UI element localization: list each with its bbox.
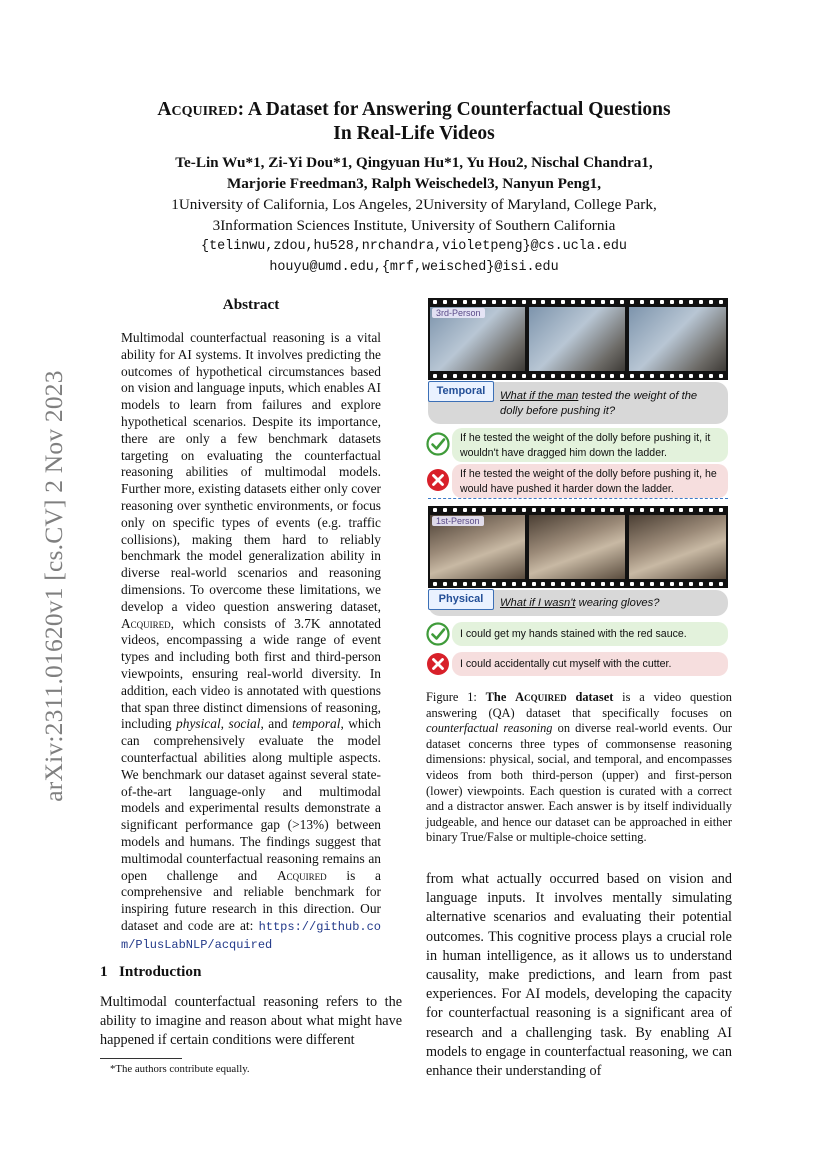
- caption-italic: counterfactual reasoning: [426, 721, 553, 736]
- body-text-right: from what actually occurred based on vision and language inputs. It involves mentally simulating alternative scenarios and evaluating their potential outcomes. This cognitive process plays a crucial role in human intelligence, as it allows us to understand causality, make predictions, and learn from past experiences. For AI models, developing the capacity for counterfactual reasoning is a significant area of research and a challenging task. By enabling AI models to engage in counterfactual reasoning, we can enhance their understanding of: [426, 871, 732, 1080]
- video-frame-5: [529, 515, 625, 579]
- abstract-social: social: [228, 716, 261, 732]
- affiliations: [0, 194, 828, 278]
- intro-heading-num: 1: [100, 963, 108, 980]
- viewpoint-tag-first: 1st-Person: [432, 516, 484, 526]
- abstract-part1: Multimodal counterfactual reasoning is a vital ability for AI systems. It involves predicting the outcomes of hypothetical circumstances based on vision and language inputs, which enables AI models to learn from failures and explore hypothetical scenarios. Despite its importance, there are only a few benchmark datasets targeting on evaluating the counterfactual reasoning abilities of multimodal models. Further more, existing datasets either only cover reasoning over synthetic environments, or focus only on specific types of events (e.g. traffic collisions), making them hard to reliably benchmark the model generalization ability in diverse real-world scenarios and reasoning dimensions. To overcome these limitations, we develop a video question answering dataset,: [121, 330, 381, 614]
- title-line2: In Real-Life Videos: [333, 123, 495, 144]
- label-temporal: Temporal: [428, 381, 494, 402]
- x-circle-icon: [426, 468, 450, 492]
- caption-dataset-name: Acquired: [515, 690, 567, 704]
- arxiv-stamp-text: arXiv:2311.01620v1 [cs.CV] 2 Nov 2023: [39, 370, 68, 802]
- arxiv-stamp: [34, 316, 74, 856]
- question-temporal-underlined: What if the man: [500, 390, 579, 402]
- question-temporal-rest: tested the weight of the dolly before pushing it?: [500, 390, 698, 417]
- question-physical-underlined: What if I wasn't: [500, 597, 576, 609]
- video-frame-2: [529, 307, 625, 371]
- answer-distractor-physical: I could accidentally cut myself with the cutter.: [452, 652, 728, 676]
- video-frame-3: [629, 307, 726, 371]
- paper-title: [0, 98, 828, 146]
- caption-prefix: Figure 1:: [426, 690, 486, 704]
- intro-text: Multimodal counterfactual reasoning refers to the ability to imagine and reason about what might have happened if certain conditions were different: [100, 994, 402, 1049]
- abstract-part2: , which consists of 3.7K annotated videos, encompassing a wide range of event types and including both first and third-person viewpoints, ensuring real-world diversity. In addition, each video is annotated with questions that span three distinct dimensions of reasoning, including: [121, 615, 381, 732]
- caption-text1: is a video question answering (QA) dataset that specifically focuses on: [426, 690, 732, 720]
- footnote-rule: [100, 1058, 182, 1059]
- caption-bold1: The: [485, 690, 516, 704]
- answer-distractor-temporal: If he tested the weight of the dolly before pushing it, he would have pushed it harder down the ladder.: [452, 464, 728, 498]
- intro-heading-text: Introduction: [118, 963, 202, 980]
- question-physical-rest: wearing gloves?: [575, 597, 660, 609]
- label-physical: Physical: [428, 589, 494, 610]
- abstract-part3: , which can comprehensively evaluate the model counterfactual abilities along multiple aspects. We benchmark our dataset against several state-of-the-art language-only and multimodal models and experimental results demonstrate a significant performance gap (>13%) between models and humans. The findings suggest that multimodal counterfactual reasoning remains an open challenge and: [121, 716, 381, 883]
- abstract-temporal: temporal: [292, 716, 341, 732]
- affiliation-line2: 3Information Sciences Institute, University of Southern California: [212, 217, 616, 234]
- video-frame-6: [629, 515, 726, 579]
- check-circle-icon: [426, 432, 450, 456]
- answer-correct-temporal: If he tested the weight of the dolly before pushing it, it wouldn't have dragged him down the ladder.: [452, 428, 728, 462]
- answer-correct-physical: I could get my hands stained with the red sauce.: [452, 622, 728, 646]
- abstract-dataset-name-2: Acquired: [276, 867, 327, 883]
- email-line1: {telinwu,zdou,hu528,nrchandra,violetpeng}@cs.ucla.edu: [201, 239, 627, 254]
- email-line2: houyu@umd.edu,{mrf,weisched}@isi.edu: [269, 260, 559, 275]
- filmstrip-first-person: [428, 506, 728, 588]
- viewpoint-tag-third: 3rd-Person: [432, 308, 485, 318]
- abstract-dataset-name: Acquired: [121, 615, 171, 631]
- abstract-text: [121, 330, 381, 953]
- figure-caption: [426, 690, 732, 846]
- x-circle-icon: [426, 652, 450, 676]
- abstract-comma1: ,: [220, 716, 229, 732]
- caption-text2: on diverse real-world events. Our dataset concerns three types of commonsense reasoning dimensions: physical, social, and temporal, and encompasses videos from both third-person (upper) and first-person (lower) viewpoints. Each question is curated with a correct and a distractor answer. Each answer is by itself individually judgeable, and hence our dataset can be approached in either binary True/False or multiple-choice setting.: [426, 721, 732, 845]
- code-link[interactable]: https://github.com/PlusLabNLP/acquired: [121, 919, 381, 952]
- figure-divider: [428, 498, 728, 499]
- filmstrip-third-person: [428, 298, 728, 380]
- check-circle-icon: [426, 622, 450, 646]
- authors-line2: Marjorie Freedman3, Ralph Weischedel3, Nanyun Peng1,: [226, 175, 602, 192]
- abstract-part4: is a comprehensive and reliable benchmark for inspiring future research in this direction. Our dataset and code are at:: [121, 867, 381, 933]
- abstract-comma2: , and: [260, 716, 293, 732]
- author-list: [0, 152, 828, 194]
- caption-bold2: dataset: [566, 690, 614, 704]
- title-line1: : A Dataset for Answering Counterfactual Questions: [237, 99, 671, 120]
- authors-line1: Te-Lin Wu*1, Zi-Yi Dou*1, Qingyuan Hu*1, Yu Hou2, Nischal Chandra1,: [175, 154, 653, 171]
- affiliation-line1: 1University of California, Los Angeles, 2University of Maryland, College Park,: [171, 196, 657, 213]
- title-dataset-name: Acquired: [157, 99, 238, 120]
- abstract-heading: Abstract: [222, 296, 280, 313]
- abstract-physical: physical: [176, 716, 221, 732]
- intro-heading: [100, 963, 201, 981]
- footnote: *The authors contribute equally.: [110, 1063, 250, 1075]
